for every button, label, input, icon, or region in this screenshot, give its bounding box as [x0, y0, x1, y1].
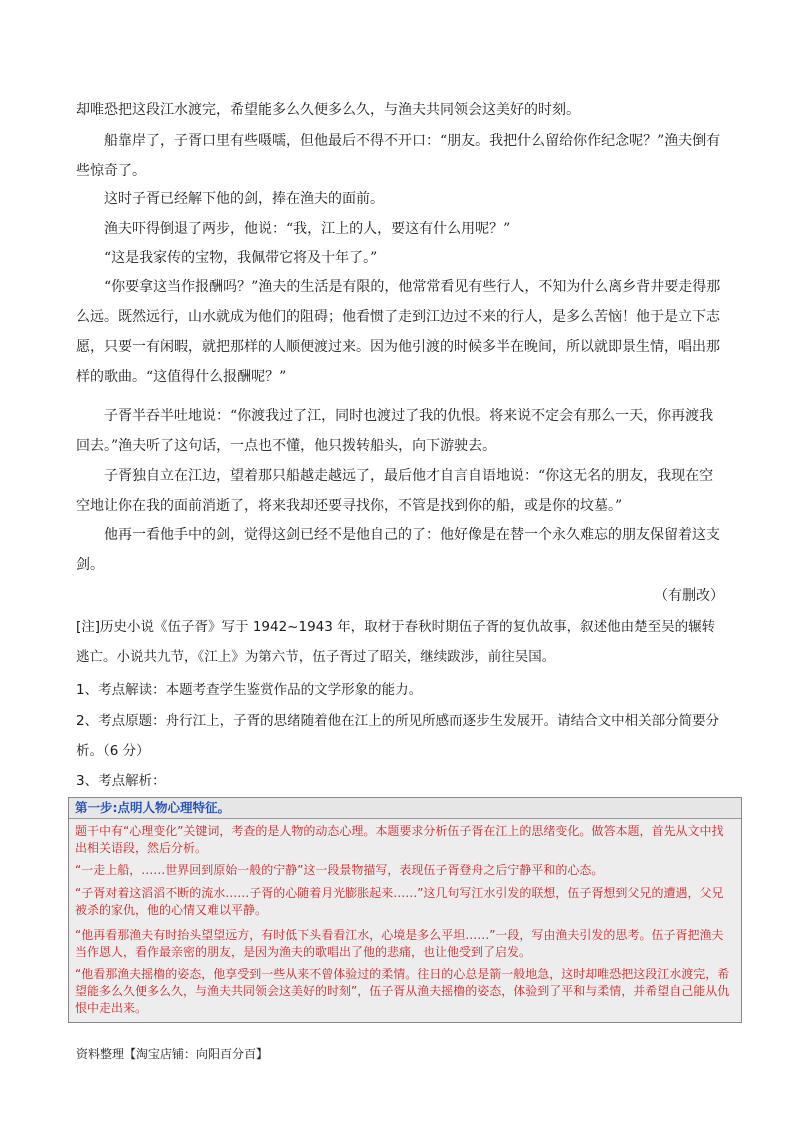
story-paragraph: 他再一看他手中的剑，觉得这剑已经不是他自己的了：他好像是在替一个永久难忘的朋友保留着这支剑。 [76, 527, 720, 573]
analysis-paragraph: 题干中有“心理变化”关键词，考查的是人物的动态心理。本题要求分析伍子胥在江上的思绪变化。做答本题，首先从文中找出相关语段，然后分析。 [75, 824, 724, 855]
footer-source: 资料整理【淘宝店铺：向阳百分百】 [76, 1047, 269, 1061]
point-item: 2、考点原题：舟行江上，子胥的思绪随着他在江上的所见所感而逐步生发展开。请结合文中相关部分简要分析。（6 分） [76, 713, 720, 759]
story-paragraph: 船靠岸了，子胥口里有些嗫嚅，但他最后不得不开口：“朋友。我把什么留给你作纪念呢？”渔夫倒有些惊奇了。 [76, 133, 721, 179]
analysis-paragraph: “他看那渔夫摇橹的姿态，他享受到一些从来不曾体验过的柔情。往日的心总是箭一般地急，这时却唯恐把这段江水渡完，希望能多么久便多么久，与渔夫共同领会这美好的时刻”，伍子胥从渔夫摇橹的姿态，体验到了平和与柔情，并希望自己能从仇恨中走出来。 [75, 967, 730, 1015]
step-title: 第一步:点明人物心理特征。 [69, 798, 741, 819]
edit-note: （有删改） [654, 588, 724, 604]
analysis-paragraph: “子胥对着这滔滔不断的流水……子胥的心随着月光膨胀起来……”这几句写江水引发的联想，伍子胥想到父兄的遭遇，父兄被杀的家仇，他的心情又难以平静。 [75, 886, 724, 917]
story-paragraph: 却唯恐把这段江水渡完，希望能多么久便多么久，与渔夫共同领会这美好的时刻。 [76, 102, 580, 118]
point-item: 1、考点解读：本题考查学生鉴赏作品的文学形象的能力。 [76, 682, 423, 698]
analysis-body [69, 819, 741, 1022]
analysis-box [68, 797, 742, 1023]
point-item: 3、考点解析： [76, 773, 166, 789]
story-paragraph: “你要拿这当作报酬吗？”渔夫的生活是有限的，他常常看见有些行人，不知为什么离乡背井要走得那么远。既然远行，山水就成为他们的阻碍；他看惯了走到江边过不来的行人，是多么苦恼！他于是立下志愿，只要一有闲暇，就把那样的人顺便渡过来。因为他引渡的时候多半在晚间，所以就即景生情，唱出那样的歌曲。“这值得什么报酬呢？” [76, 279, 721, 385]
footnote: [注]历史小说《伍子胥》写于 1942~1943 年，取材于春秋时期伍子胥的复仇故事，叙述他由楚至吴的辗转逃亡。小说共九节，《江上》为第六节，伍子胥过了昭关，继续跋涉，前往吴国。 [76, 619, 716, 665]
analysis-paragraph: “一走上船，……世界回到原始一般的宁静”这一段景物描写，表现伍子胥登舟之后宁静平和的心态。 [75, 863, 604, 877]
analysis-paragraph: “他再看那渔夫有时抬头望望远方，有时低下头看看江水，心境是多么平坦……”一段，写由渔夫引发的思考。伍子胥把渔夫当作恩人，看作最亲密的朋友，是因为渔夫的歌唱出了他的悲痛，也让他受到了启发。 [75, 928, 724, 959]
story-paragraph: 子胥独自立在江边，望着那只船越走越远了，最后他才自言自语地说：“你这无名的朋友，我现在空空地让你在我的面前消逝了，将来我却还要寻找你，不管是找到你的船，或是你的坟墓。” [76, 468, 714, 514]
story-paragraph: 子胥半吞半吐地说：“你渡我过了江，同时也渡过了我的仇恨。将来说不定会有那么一天，你再渡我回去。”渔夫听了这句话，一点也不懂，他只拨转船头，向下游驶去。 [76, 408, 714, 454]
story-paragraph: 渔夫吓得倒退了两步，他说：“我，江上的人，要这有什么用呢？” [104, 221, 511, 237]
story-paragraph: 这时子胥已经解下他的剑，捧在渔夫的面前。 [104, 191, 384, 207]
story-paragraph: “这是我家传的宝物，我佩带它将及十年了。” [104, 250, 378, 266]
